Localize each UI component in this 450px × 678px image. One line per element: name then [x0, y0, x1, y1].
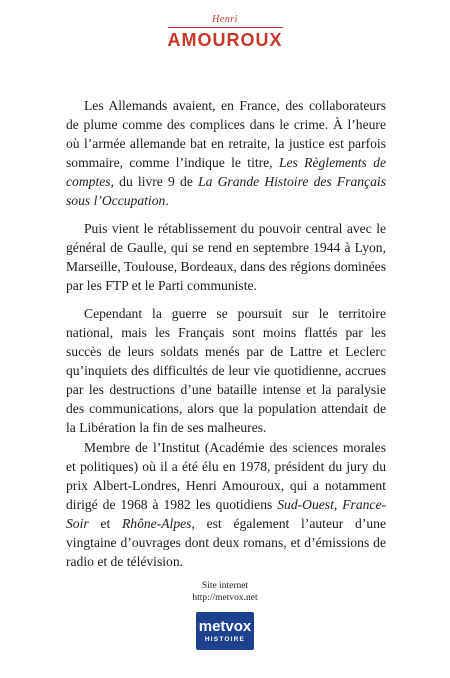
logo-subtitle: HISTOIRE	[204, 635, 246, 643]
summary-paragraph-2: Puis vient le rétablissement du pouvoir central avec le général de Gaulle, qui se rend en septembre 1944 à Lyon, Marseille, Toulouse, Bordeaux, dans des régions dominées par les FTP et le Parti communiste.	[66, 221, 386, 293]
summary-paragraph-1: Les Allemands avaient, en France, des collaborateurs de plume comme des complices dans le crime. À l’heure où l’armée allemande bat en retraite, la justice est parfois sommaire, comme l’indique le titre, Les Règlements de comptes, du livre 9 de La Grande Histoire des Français sous l’Occupation.	[66, 98, 387, 208]
author-first-name: Henri	[212, 14, 238, 25]
site-label: Site internet	[201, 581, 249, 591]
author-header	[0, 14, 450, 50]
publisher-footer	[0, 580, 450, 650]
series-title-text: La Grande Histoire des Français sous l’Occupation	[66, 174, 386, 208]
author-bio	[66, 438, 386, 571]
author-divider	[168, 27, 283, 28]
site-url-link[interactable]: http://metvox.net	[192, 593, 258, 603]
author-last-name: AMOUROUX	[167, 30, 283, 50]
book-title-text: Les Règlements de comptes	[66, 155, 387, 189]
publisher-logo	[196, 612, 254, 650]
logo-wordmark: metvox	[198, 617, 252, 635]
book-summary	[66, 96, 386, 446]
summary-paragraph-3: Cependant la guerre se poursuit sur le territoire national, mais les Français sont moins flattés par les succès de leurs soldats menés par de Lattre et Leclerc qu’inquiets des difficultés de leur vie quotidienne, accrues par les destructions d’une bataille intense et la paralysie des communications, alors que la population attendait de la Libération la fin de ses malheures.	[66, 306, 386, 435]
bio-paragraph: Membre de l’Institut (Académie des sciences morales et politiques) où il a été élu en 1978, président du jury du prix Albert-Londres, Henri Amouroux, qui a notamment dirigé de 1968 à 1982 les quotidiens Sud-Ouest, France-Soir et Rhône-Alpes, est également l’auteur d’une vingtaine d’ouvrages dont deux romans, et d’émissions de radio et de télévision.	[66, 440, 387, 569]
